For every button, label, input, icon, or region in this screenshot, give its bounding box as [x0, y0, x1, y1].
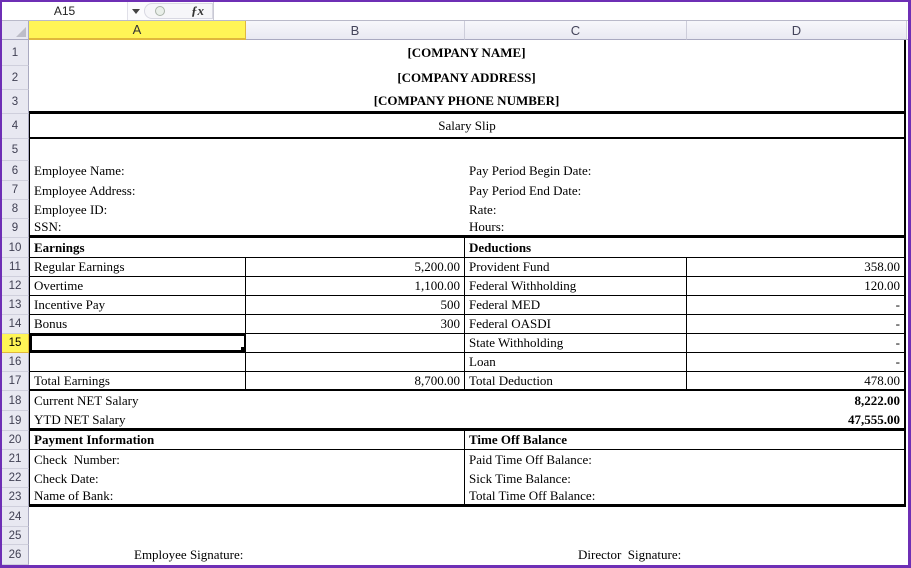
cell-employee-id-label[interactable]: Employee ID:	[34, 201, 108, 217]
row-header-16[interactable]: 16	[2, 353, 29, 372]
cell-payment-information-header[interactable]: Payment Information	[30, 431, 465, 449]
column-header-d[interactable]: D	[687, 21, 907, 40]
formula-bar-dot-icon	[155, 6, 165, 16]
row-header-8[interactable]: 8	[2, 200, 29, 219]
cell-provident-fund-label[interactable]: Provident Fund	[465, 258, 687, 276]
row-header-11[interactable]: 11	[2, 258, 29, 277]
cell-company-address[interactable]: [COMPANY ADDRESS]	[397, 70, 536, 85]
cell-ytd-net-salary-label[interactable]: YTD NET Salary	[34, 411, 126, 427]
cell-overtime-label[interactable]: Overtime	[30, 277, 246, 295]
cell-check-number-label[interactable]: Check Number:	[30, 450, 465, 469]
sheet-row-16	[2, 353, 908, 372]
row-header-19[interactable]: 19	[2, 411, 29, 431]
sheet-row-5	[2, 139, 908, 161]
sheet-row-3	[2, 90, 908, 114]
sheet-row-4	[2, 114, 908, 139]
name-box-value: A15	[53, 4, 76, 18]
cell-regular-earnings-value[interactable]: 5,200.00	[246, 258, 465, 276]
cell-federal-withholding-label[interactable]: Federal Withholding	[465, 277, 687, 295]
column-header-row	[2, 21, 908, 40]
cell-total-deduction-value[interactable]: 478.00	[864, 372, 900, 388]
sheet-row-26	[2, 545, 908, 565]
cell-employee-address-label[interactable]: Employee Address:	[34, 182, 136, 198]
row-header-25[interactable]: 25	[2, 527, 29, 545]
row-header-2[interactable]: 2	[2, 66, 29, 90]
cell-overtime-value[interactable]: 1,100.00	[246, 277, 465, 295]
sheet-row-11	[2, 258, 908, 277]
cell-b15[interactable]	[246, 334, 465, 352]
sheet-row-13	[2, 296, 908, 315]
cell-a24[interactable]	[29, 507, 906, 527]
row-header-22[interactable]: 22	[2, 469, 29, 488]
cell-deductions-header[interactable]: Deductions	[469, 239, 532, 255]
chevron-down-icon	[132, 9, 140, 14]
row-header-15[interactable]: 15	[2, 334, 29, 353]
sheet-row-18	[2, 391, 908, 411]
cell-federal-oasdi-label[interactable]: Federal OASDI	[465, 315, 687, 333]
cell-current-net-salary-label[interactable]: Current NET Salary	[34, 393, 139, 408]
cell-total-earnings-value[interactable]: 8,700.00	[246, 372, 465, 389]
sheet-row-19	[2, 411, 908, 431]
cell-ytd-net-salary-value[interactable]: 47,555.00	[848, 411, 900, 427]
row-header-9[interactable]: 9	[2, 219, 29, 238]
sheet-row-7	[2, 181, 908, 200]
row-header-20[interactable]: 20	[2, 431, 29, 450]
sheet-row-20	[2, 431, 908, 450]
row-header-23[interactable]: 23	[2, 488, 29, 507]
insert-function-icon[interactable]: ƒx	[191, 3, 204, 18]
sheet-row-23	[2, 488, 908, 507]
cell-b8[interactable]	[246, 200, 465, 219]
cell-company-name[interactable]: [COMPANY NAME]	[407, 45, 526, 60]
row-header-10[interactable]: 10	[2, 238, 29, 258]
cell-paid-time-off-label[interactable]: Paid Time Off Balance:	[469, 451, 592, 467]
sheet-row-12	[2, 277, 908, 296]
sheet-row-2	[2, 66, 908, 90]
cell-a25[interactable]	[29, 527, 906, 545]
cell-federal-withholding-value[interactable]: 120.00	[864, 278, 900, 293]
cell-check-date-label[interactable]: Check Date:	[30, 469, 465, 488]
cell-incentive-pay-label[interactable]: Incentive Pay	[30, 296, 246, 314]
sheet-row-8	[2, 200, 908, 219]
cell-employee-signature-label[interactable]: Employee Signature:	[134, 547, 244, 562]
cell-loan-value[interactable]: -	[895, 354, 900, 369]
cell-a5[interactable]	[30, 139, 904, 161]
cell-state-withholding-label[interactable]: State Withholding	[465, 334, 687, 352]
cell-bonus-label[interactable]: Bonus	[30, 315, 246, 333]
cell-incentive-pay-value[interactable]: 500	[246, 296, 465, 314]
formula-input[interactable]	[213, 2, 908, 20]
cell-sick-time-label[interactable]: Sick Time Balance:	[469, 470, 571, 486]
column-header-c[interactable]: C	[465, 21, 687, 40]
cell-b16[interactable]	[246, 353, 465, 371]
cell-loan-label[interactable]: Loan	[465, 353, 687, 371]
column-header-b[interactable]: B	[246, 21, 465, 40]
column-header-filler	[907, 21, 908, 40]
fill-handle[interactable]	[240, 346, 246, 352]
cell-earnings-header[interactable]: Earnings	[30, 238, 465, 257]
cell-b6[interactable]	[246, 161, 465, 181]
sheet-row-6	[2, 161, 908, 181]
cell-pay-period-end-label[interactable]: Pay Period End Date:	[469, 182, 582, 198]
cell-provident-fund-value[interactable]: 358.00	[864, 259, 900, 274]
sheet-row-14	[2, 315, 908, 334]
sheet-row-10	[2, 238, 908, 258]
cell-a16[interactable]	[30, 353, 246, 371]
cell-time-off-balance-header[interactable]: Time Off Balance	[469, 432, 567, 447]
select-all-corner[interactable]	[2, 21, 29, 40]
sheet-row-17	[2, 372, 908, 391]
row-header-21[interactable]: 21	[2, 450, 29, 469]
sheet-row-24	[2, 507, 908, 527]
row-header-6[interactable]: 6	[2, 161, 29, 181]
row-header-13[interactable]: 13	[2, 296, 29, 315]
sheet-row-1	[2, 40, 908, 66]
row-header-14[interactable]: 14	[2, 315, 29, 334]
cell-a15-selected[interactable]	[30, 334, 246, 352]
sheet-row-25	[2, 527, 908, 545]
cell-director-signature-label[interactable]: Director Signature:	[578, 547, 682, 562]
sheet-row-22	[2, 469, 908, 488]
sheet-row-15	[2, 334, 908, 353]
cell-current-net-salary-value[interactable]: 8,222.00	[854, 393, 900, 408]
cell-name-of-bank-label[interactable]: Name of Bank:	[30, 488, 465, 504]
row-header-12[interactable]: 12	[2, 277, 29, 296]
row-header-26[interactable]: 26	[2, 545, 29, 565]
name-box-dropdown[interactable]	[127, 2, 144, 20]
column-header-a[interactable]: A	[29, 21, 246, 40]
sheet-row-9	[2, 219, 908, 238]
row-header-24[interactable]: 24	[2, 507, 29, 527]
cell-federal-med-value[interactable]: -	[895, 297, 900, 312]
sheet-row-21	[2, 450, 908, 469]
cell-hours-label[interactable]: Hours:	[469, 219, 505, 234]
row-header-7[interactable]: 7	[2, 181, 29, 200]
cell-pay-period-begin-label[interactable]: Pay Period Begin Date:	[469, 163, 592, 178]
cell-federal-med-label[interactable]: Federal MED	[465, 296, 687, 314]
row-header-4[interactable]: 4	[2, 114, 29, 139]
name-box[interactable]	[2, 2, 127, 20]
cell-ssn-label[interactable]: SSN:	[34, 219, 62, 234]
cell-total-earnings-label[interactable]: Total Earnings	[30, 372, 246, 389]
sheet-grid	[2, 40, 908, 565]
cell-company-phone[interactable]: [COMPANY PHONE NUMBER]	[373, 92, 560, 108]
cell-b9[interactable]	[246, 219, 465, 235]
cell-regular-earnings-label[interactable]: Regular Earnings	[30, 258, 246, 276]
cell-total-time-off-label[interactable]: Total Time Off Balance:	[469, 488, 596, 503]
cell-total-deduction-label[interactable]: Total Deduction	[465, 372, 687, 389]
cell-bonus-value[interactable]: 300	[246, 315, 465, 333]
select-all-triangle-icon	[16, 27, 26, 37]
row-header-5[interactable]: 5	[2, 139, 29, 161]
cell-state-withholding-value[interactable]: -	[895, 335, 900, 350]
cell-sheet-title[interactable]: Salary Slip	[438, 117, 496, 133]
cell-b7[interactable]	[246, 181, 465, 200]
cell-federal-oasdi-value[interactable]: -	[895, 316, 900, 331]
row-header-17[interactable]: 17	[2, 372, 29, 391]
formula-bar	[2, 2, 908, 21]
cell-employee-name-label[interactable]: Employee Name:	[34, 163, 125, 178]
row-header-3[interactable]: 3	[2, 90, 29, 114]
cell-rate-label[interactable]: Rate:	[469, 201, 497, 217]
row-header-18[interactable]: 18	[2, 391, 29, 411]
row-header-1[interactable]: 1	[2, 40, 29, 66]
formula-bar-buttons	[144, 3, 213, 19]
